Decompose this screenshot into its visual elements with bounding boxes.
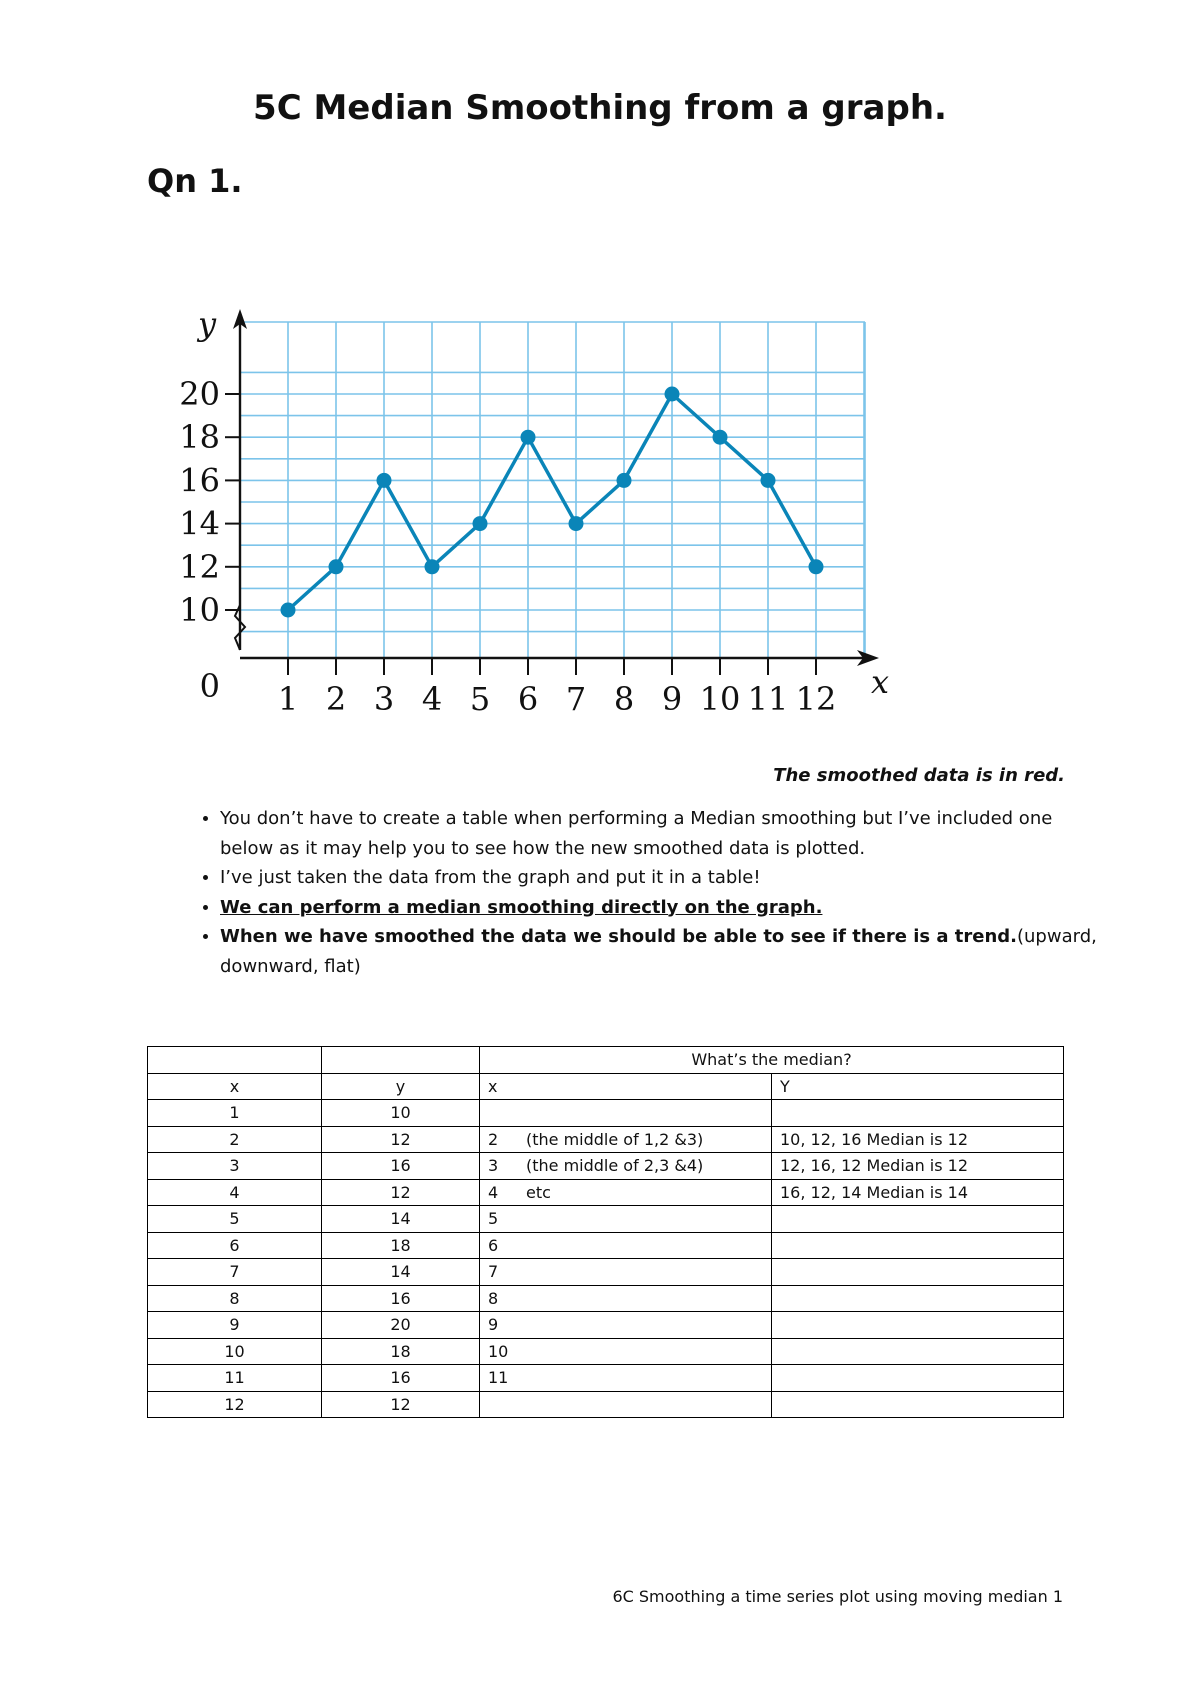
x-tick-label: 5 (469, 680, 491, 718)
cell-x: 3 (148, 1153, 322, 1180)
cell-x: 8 (148, 1285, 322, 1312)
bullet-list (185, 804, 1100, 981)
bullet-item (220, 804, 1100, 863)
chart-grid (240, 322, 865, 658)
cell-median-x (480, 1232, 772, 1259)
table-row (148, 1100, 1064, 1127)
cell-y: 16 (322, 1153, 480, 1180)
data-point (521, 430, 536, 445)
cell-median-x-value: 5 (488, 1209, 499, 1229)
data-point (281, 603, 296, 618)
cell-median-x (480, 1153, 772, 1180)
line-chart (165, 305, 890, 725)
cell-median-y (772, 1312, 1064, 1339)
data-point (329, 559, 344, 574)
cell-median-x-note: etc (526, 1182, 551, 1202)
table-cell (322, 1047, 480, 1074)
x-tick-label: 9 (661, 680, 683, 718)
x-tick-label: 12 (795, 680, 837, 718)
x-tick-label: 11 (747, 680, 789, 718)
x-tick-label: 3 (373, 680, 395, 718)
table-row (148, 1126, 1064, 1153)
y-tick-label: 16 (179, 461, 220, 500)
cell-y: 12 (322, 1126, 480, 1153)
cell-median-x (480, 1391, 772, 1418)
data-point (761, 473, 776, 488)
cell-median-y: 16, 12, 14 Median is 14 (772, 1179, 1064, 1206)
chart-ticks (179, 305, 889, 718)
cell-x: 12 (148, 1391, 322, 1418)
table-row (148, 1312, 1064, 1339)
column-header-median-x: x (480, 1073, 772, 1100)
cell-median-x-value: 3 (488, 1156, 499, 1176)
table-row (148, 1285, 1064, 1312)
column-header-median-y: Y (772, 1073, 1064, 1100)
data-point (617, 473, 632, 488)
cell-median-y (772, 1391, 1064, 1418)
bullet-item (220, 922, 1100, 981)
cell-median-x (480, 1206, 772, 1233)
table-row (148, 1179, 1064, 1206)
cell-median-y (772, 1259, 1064, 1286)
cell-y: 16 (322, 1365, 480, 1392)
cell-median-x-value: 6 (488, 1235, 499, 1255)
table-cell (148, 1047, 322, 1074)
cell-x: 6 (148, 1232, 322, 1259)
cell-y: 14 (322, 1206, 480, 1233)
cell-x: 10 (148, 1338, 322, 1365)
bullet-text: I’ve just taken the data from the graph and put it in a table! (220, 867, 761, 888)
x-tick-label: 8 (613, 680, 635, 718)
cell-y: 16 (322, 1285, 480, 1312)
cell-median-x (480, 1338, 772, 1365)
table-row (148, 1153, 1064, 1180)
data-point (377, 473, 392, 488)
cell-median-x-value: 7 (488, 1262, 499, 1282)
cell-x: 2 (148, 1126, 322, 1153)
cell-median-x (480, 1126, 772, 1153)
y-tick-label: 20 (179, 375, 220, 413)
cell-median-x (480, 1179, 772, 1206)
table-header-row (148, 1047, 1064, 1074)
page-footer: 6C Smoothing a time series plot using moving median 1 (612, 1587, 1063, 1606)
table-row (148, 1365, 1064, 1392)
cell-y: 14 (322, 1259, 480, 1286)
x-tick-label: 6 (517, 680, 539, 718)
cell-median-y (772, 1100, 1064, 1127)
cell-y: 12 (322, 1391, 480, 1418)
bullet-text: You don’t have to create a table when performing a Median smoothing but I’ve included one below as it may help you to see how the new smoothed data is plotted. (220, 808, 1053, 859)
bullet-text-emphasis: We can perform a median smoothing directly on the graph. (220, 896, 823, 918)
cell-median-y (772, 1206, 1064, 1233)
table-row (148, 1391, 1064, 1418)
x-tick-label: 10 (699, 680, 741, 718)
bullet-item (220, 893, 1100, 923)
data-point (569, 516, 584, 531)
cell-median-x-value: 4 (488, 1182, 499, 1202)
y-tick-label: 18 (179, 418, 220, 457)
median-header: What’s the median? (480, 1047, 1064, 1074)
cell-median-x-value: 10 (488, 1341, 509, 1361)
cell-median-y (772, 1232, 1064, 1259)
cell-x: 11 (148, 1365, 322, 1392)
cell-median-x (480, 1365, 772, 1392)
cell-median-x (480, 1100, 772, 1127)
cell-x: 4 (148, 1179, 322, 1206)
y-axis-label: y (197, 305, 217, 343)
y-tick-label: 14 (179, 504, 220, 543)
smoothed-note: The smoothed data is in red. (773, 765, 1065, 786)
cell-x: 1 (148, 1100, 322, 1127)
data-point (473, 516, 488, 531)
cell-x: 5 (148, 1206, 322, 1233)
x-axis-label: x (871, 663, 890, 701)
cell-median-x-value: 9 (488, 1315, 499, 1335)
cell-y: 20 (322, 1312, 480, 1339)
bullet-text-bold: When we have smoothed the data we should be able to see if there is a trend. (220, 926, 1017, 947)
cell-median-y: 10, 12, 16 Median is 12 (772, 1126, 1064, 1153)
x-tick-label: 2 (325, 680, 347, 718)
cell-median-x-value: 2 (488, 1129, 499, 1149)
table-row (148, 1338, 1064, 1365)
cell-y: 12 (322, 1179, 480, 1206)
table-row (148, 1259, 1064, 1286)
cell-median-x-note: (the middle of 2,3 &4) (526, 1156, 704, 1176)
data-point (713, 430, 728, 445)
cell-y: 10 (322, 1100, 480, 1127)
cell-median-y (772, 1365, 1064, 1392)
data-point (809, 559, 824, 574)
column-header-x: x (148, 1073, 322, 1100)
cell-median-x (480, 1259, 772, 1286)
y-tick-label: 10 (179, 591, 220, 629)
median-table (147, 1046, 1064, 1418)
cell-median-x-note: (the middle of 1,2 &3) (526, 1129, 704, 1149)
table-row (148, 1232, 1064, 1259)
origin-label: 0 (199, 667, 220, 705)
bullet-item (220, 863, 1100, 893)
cell-median-y: 12, 16, 12 Median is 12 (772, 1153, 1064, 1180)
cell-x: 7 (148, 1259, 322, 1286)
cell-y: 18 (322, 1338, 480, 1365)
cell-median-x-value: 8 (488, 1288, 499, 1308)
data-point (425, 559, 440, 574)
table-subheader-row (148, 1073, 1064, 1100)
bullet-text: (upward, downward, flat) (220, 926, 1097, 977)
page-title: 5C Median Smoothing from a graph. (253, 88, 947, 128)
x-tick-label: 4 (421, 680, 443, 718)
cell-median-x-value: 11 (488, 1368, 509, 1388)
x-tick-label: 1 (277, 680, 299, 718)
question-label: Qn 1. (147, 162, 243, 200)
data-point (665, 387, 680, 402)
y-tick-label: 12 (179, 547, 220, 586)
cell-median-x (480, 1285, 772, 1312)
cell-x: 9 (148, 1312, 322, 1339)
column-header-y: y (322, 1073, 480, 1100)
cell-median-y (772, 1338, 1064, 1365)
x-tick-label: 7 (565, 680, 587, 718)
cell-median-y (772, 1285, 1064, 1312)
cell-median-x (480, 1312, 772, 1339)
table-row (148, 1206, 1064, 1233)
cell-y: 18 (322, 1232, 480, 1259)
